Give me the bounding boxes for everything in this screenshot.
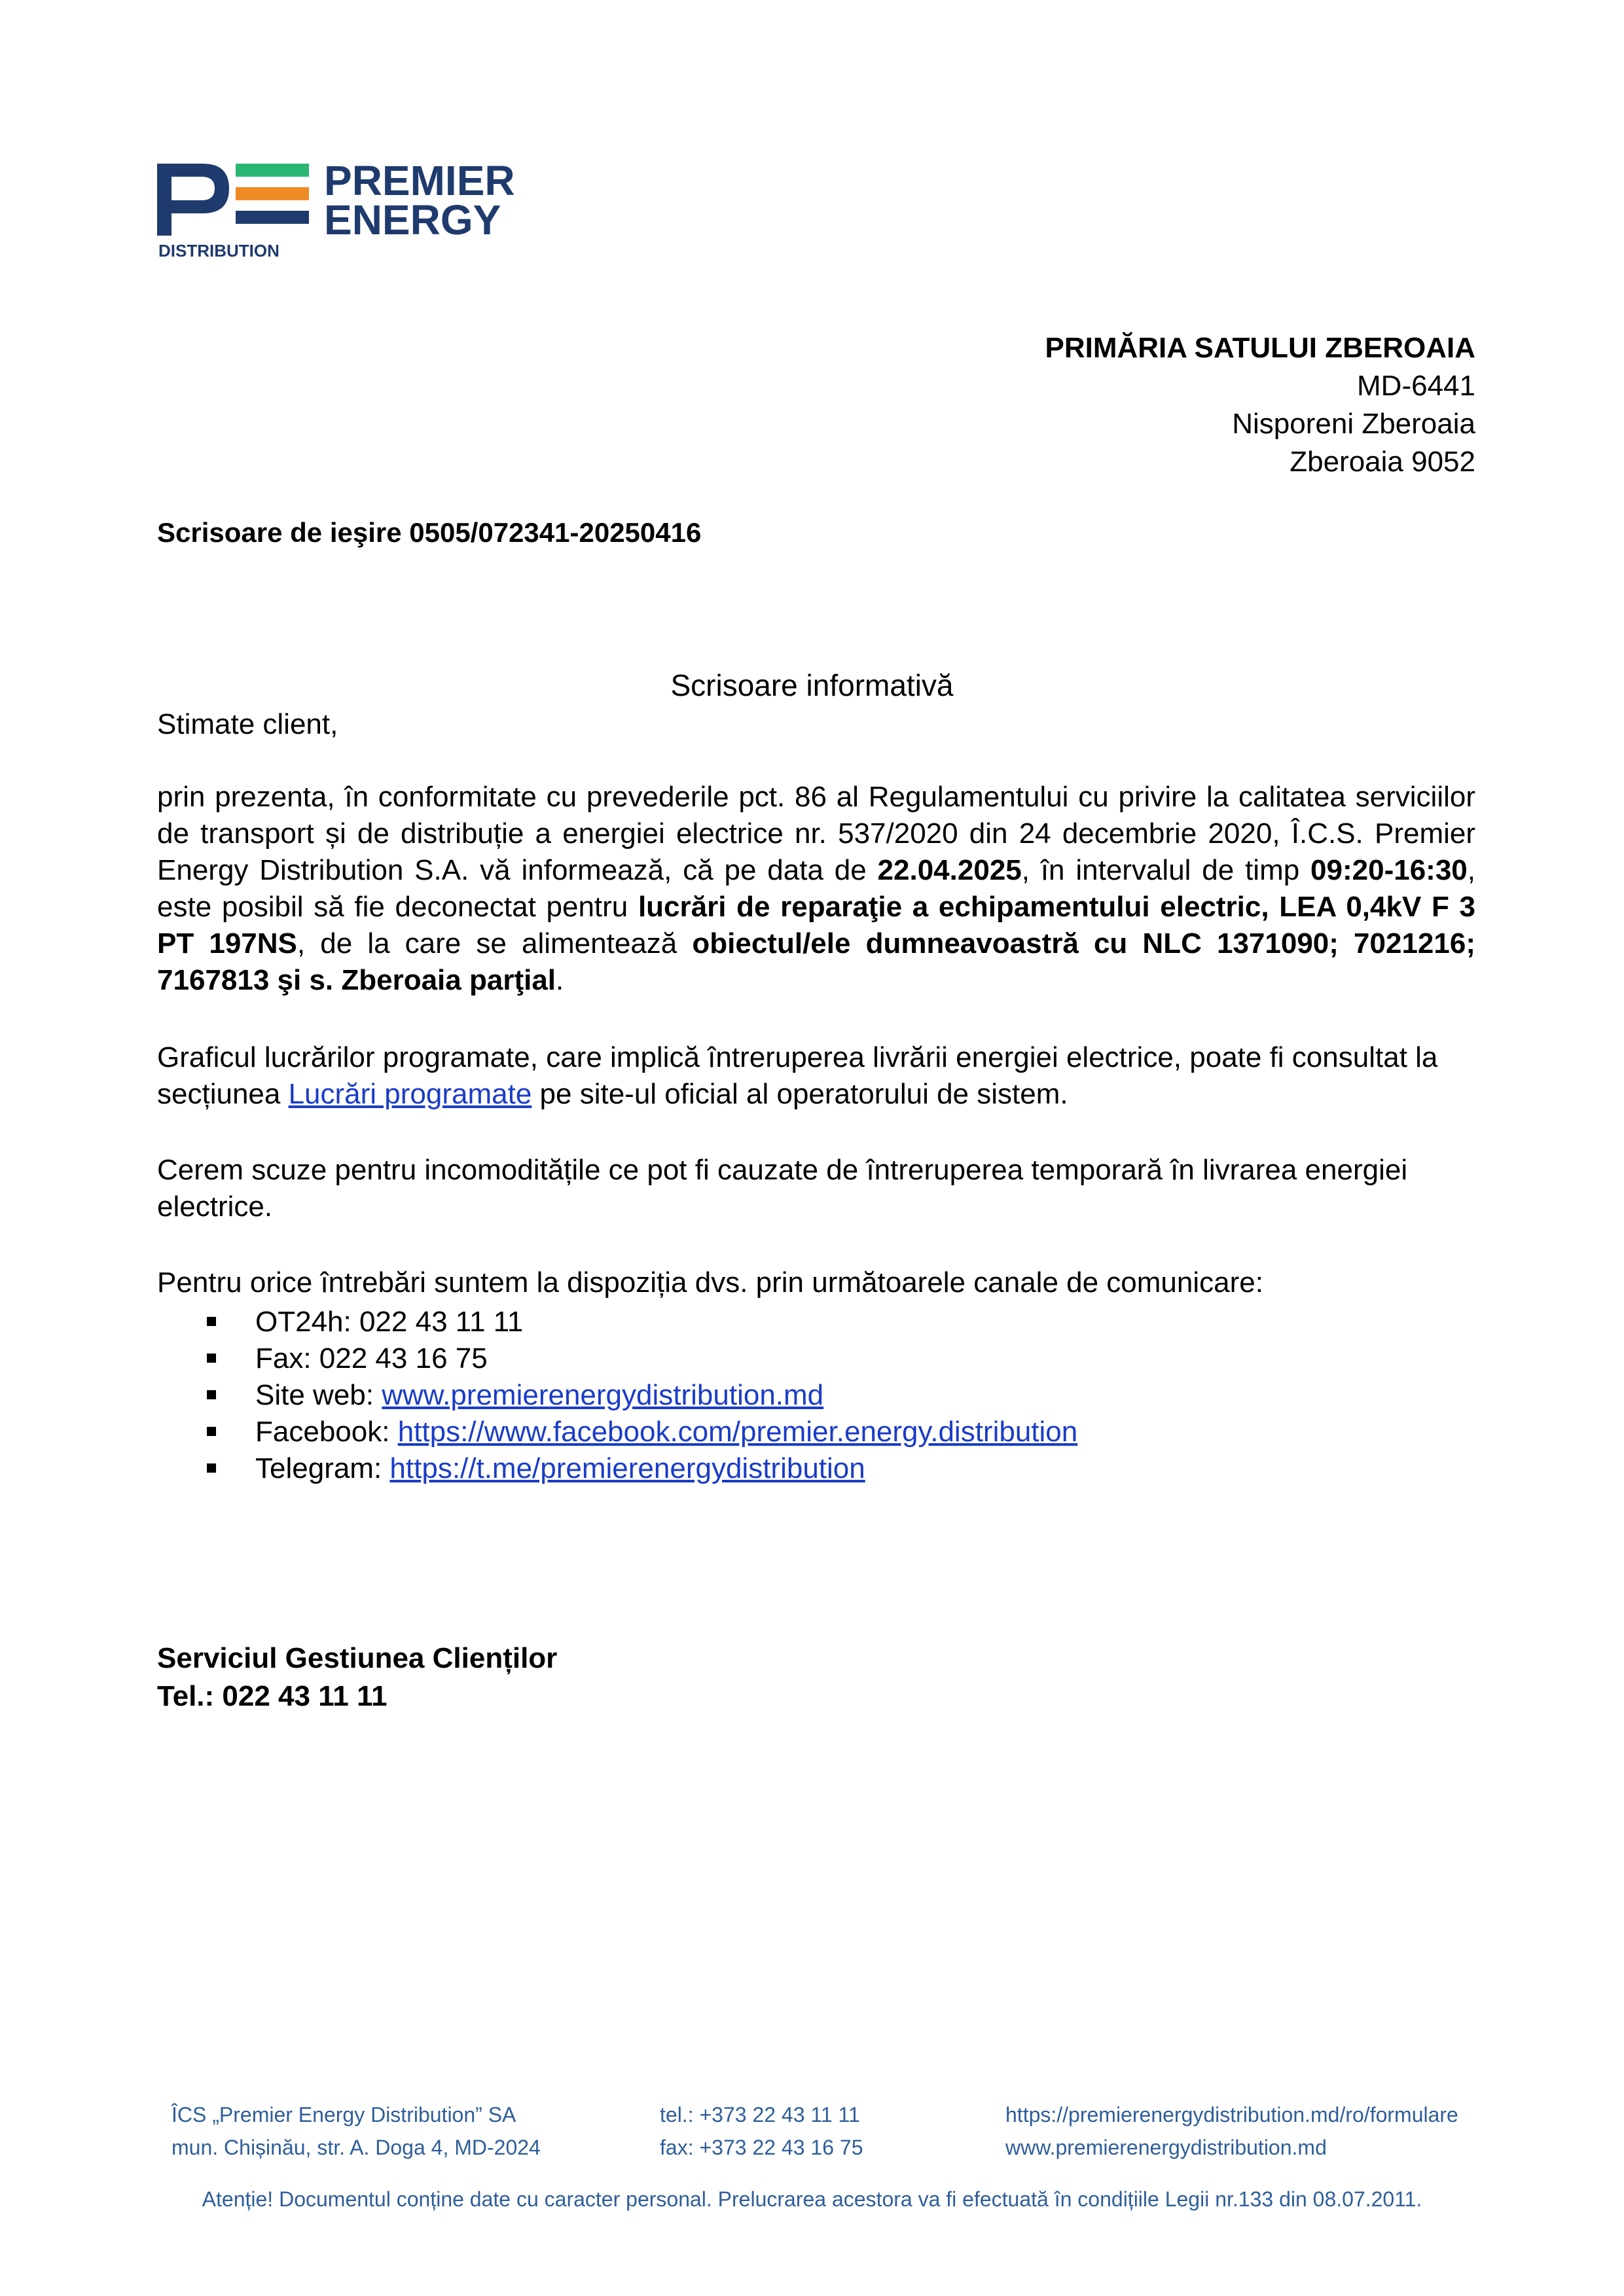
bullet-icon (207, 1427, 216, 1436)
logo-brand-line2: ENERGY (324, 196, 501, 243)
bullet-icon (207, 1463, 216, 1473)
list-item (157, 1377, 1077, 1414)
footer-fax: fax: +373 22 43 16 75 (660, 2136, 863, 2159)
p1-text-5: . (556, 964, 564, 996)
signature-block (157, 1640, 557, 1715)
list-item (157, 1304, 1077, 1340)
website-link[interactable]: www.premierenergydistribution.md (382, 1379, 824, 1411)
outage-works: lucrări de reparaţie a echipamentului electric, LEA 0,4kV F 3 PT 197NS (157, 891, 1476, 960)
recipient-postal-code: MD-6441 (1357, 370, 1475, 402)
footer-company-name: ÎCS „Premier Energy Distribution” SA (171, 2103, 516, 2126)
footer-phones (660, 2098, 863, 2164)
footer-company (171, 2098, 541, 2164)
greeting: Stimate client, (157, 708, 338, 740)
signature-phone: Tel.: 022 43 11 11 (157, 1680, 388, 1712)
recipient-block (886, 329, 1475, 481)
letter-title-text: Scrisoare informativă (670, 668, 954, 702)
list-item (157, 1414, 1077, 1450)
contact-telegram-label: Telegram: (255, 1452, 390, 1484)
scheduled-works-link[interactable]: Lucrări programate (288, 1078, 532, 1110)
telegram-link[interactable]: https://t.me/premierenergydistribution (389, 1452, 865, 1484)
bullet-icon (207, 1317, 216, 1326)
contact-ot24h: OT24h: 022 43 11 11 (255, 1306, 524, 1338)
recipient-locality: Nisporeni Zberoaia (1232, 408, 1475, 440)
paragraph-notice (157, 779, 1475, 999)
footer-forms-url[interactable]: https://premierenergydistribution.md/ro/formulare (1005, 2103, 1458, 2126)
recipient-address: Zberoaia 9052 (1290, 446, 1475, 478)
list-item (157, 1450, 1077, 1487)
bullet-icon (207, 1390, 216, 1399)
outgoing-letter-reference: Scrisoare de ieşire 0505/072341-20250416 (157, 517, 702, 548)
p1-text-2: , în intervalul de timp (1021, 854, 1311, 886)
footer-tel: tel.: +373 22 43 11 11 (660, 2103, 860, 2126)
paragraph-contact-intro: Pentru orice întrebări suntem la dispoziția dvs. prin următoarele canale de comunicare: (157, 1266, 1263, 1299)
letter-title (0, 668, 1624, 703)
recipient-name: PRIMĂRIA SATULUI ZBEROAIA (1045, 332, 1475, 364)
footer-web (1005, 2098, 1458, 2164)
outage-time: 09:20-16:30 (1310, 854, 1468, 886)
facebook-link[interactable]: https://www.facebook.com/premier.energy.distribution (397, 1416, 1078, 1448)
p1-text-1: prin prezenta, în conformitate cu prevederile pct. 86 al Regulamentului cu privire la calitatea serviciilor de transport și de distribuție a energiei electrice nr. 537/2020 din 24 decembrie 2020, Î.C.S. Premier Energy Distribution S.A. vă informează, că pe data de (157, 781, 1475, 886)
footer-company-address: mun. Chișinău, str. A. Doga 4, MD-2024 (171, 2136, 541, 2159)
p2-text-1: Graficul lucrărilor programate, care implică întreruperea livrării energiei electrice, poate fi consultat la secțiunea (157, 1041, 1438, 1110)
contact-fax: Fax: 022 43 16 75 (255, 1342, 488, 1374)
p1-text-4: , de la care se alimentează (297, 927, 693, 960)
logo-sub: DISTRIBUTION (158, 241, 280, 260)
p2-text-2: pe site-ul oficial al operatorului de sistem. (532, 1078, 1068, 1110)
outage-date: 22.04.2025 (877, 854, 1022, 886)
logo-brand-line1: PREMIER (324, 157, 515, 204)
p1-text-3: , este posibil să fie deconectat pentru (157, 854, 1475, 923)
premier-energy-logo (157, 157, 589, 262)
personal-data-notice: Atenție! Documentul conține date cu caracter personal. Prelucrarea acestora va fi efectuată în condițiile Legii nr.133 din 08.07.2011. (202, 2187, 1422, 2211)
list-item (157, 1340, 1077, 1377)
signature-department: Serviciul Gestiunea Clienților (157, 1642, 558, 1674)
affected-objects: obiectul/ele dumneavoastră cu NLC 1371090; 7021216; 7167813 şi s. Zberoaia parţial (157, 927, 1475, 996)
paragraph-apology: Cerem scuze pentru incomoditățile ce pot fi cauzate de întreruperea temporară în livrarea energiei electrice. (157, 1154, 1408, 1223)
contact-facebook-label: Facebook: (255, 1416, 398, 1448)
bullet-icon (207, 1354, 216, 1363)
contact-site-label: Site web: (255, 1379, 382, 1411)
contact-channels-list (157, 1304, 1077, 1487)
footer-site[interactable]: www.premierenergydistribution.md (1005, 2136, 1327, 2159)
paragraph-schedule (157, 1039, 1475, 1113)
